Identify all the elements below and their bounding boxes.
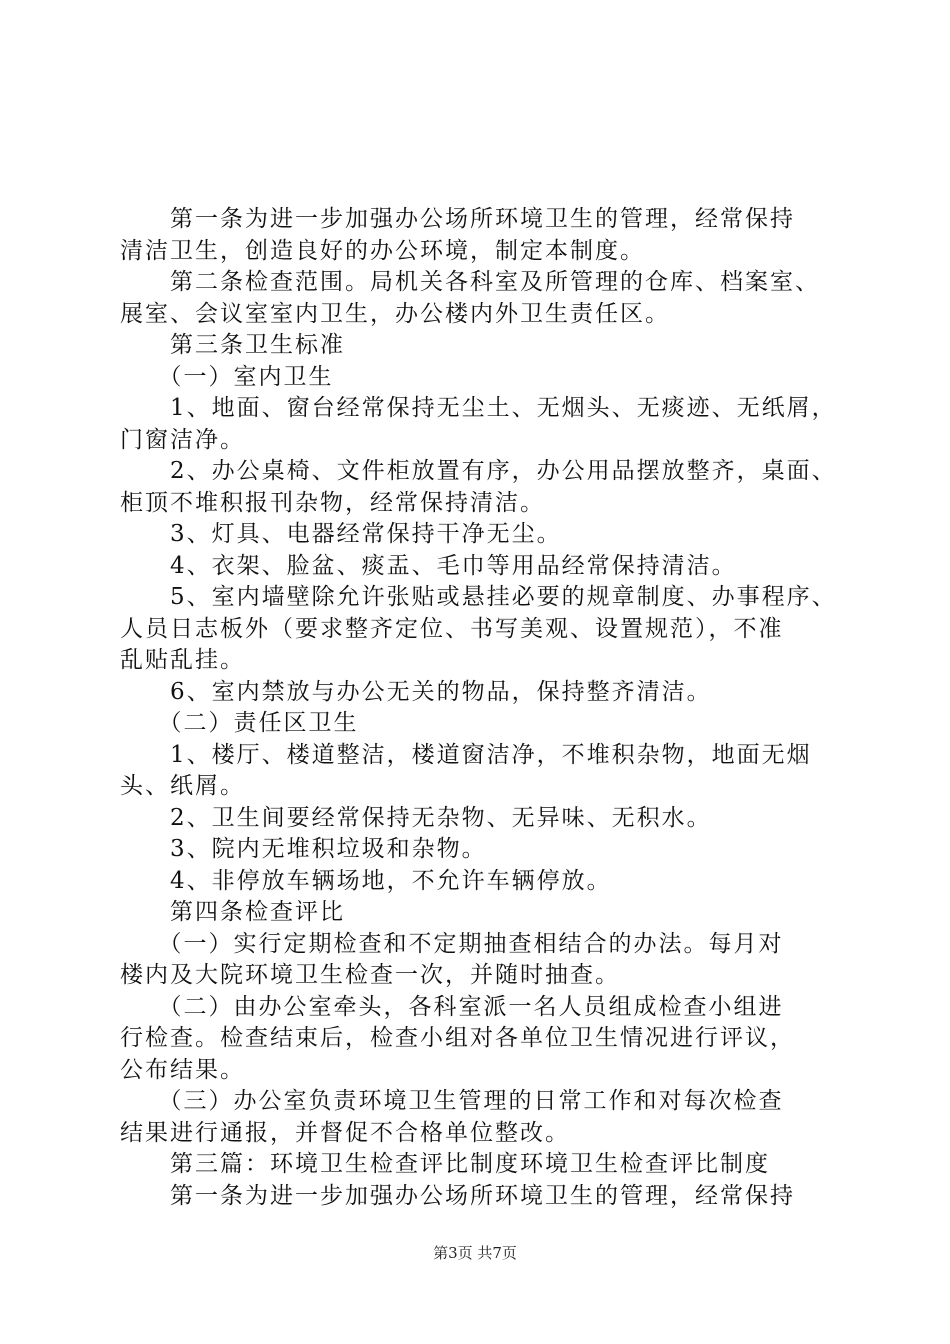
- text-line: 柜顶不堆积报刊杂物，经常保持清洁。: [120, 489, 545, 516]
- text-line: 3、灯具、电器经常保持干净无尘。: [120, 521, 562, 547]
- text-line: 4、非停放车辆场地，不允许车辆停放。: [120, 867, 612, 894]
- text-line: 清洁卫生，创造良好的办公环境，制定本制度。: [120, 237, 645, 264]
- text-line: 行检查。检查结束后，检查小组对各单位卫生情况进行评议，: [120, 1025, 795, 1051]
- text-line: 5、室内墙壁除允许张贴或悬挂必要的规章制度、办事程序、: [120, 584, 837, 610]
- text-line: 乱贴乱挂。: [120, 647, 245, 673]
- text-line: 1、楼厅、楼道整洁，楼道窗洁净，不堆积杂物，地面无烟: [120, 741, 812, 768]
- text-line: 6、室内禁放与办公无关的物品，保持整齐清洁。: [120, 678, 712, 705]
- text-line: 门窗洁净。: [120, 426, 245, 453]
- text-line: 结果进行通报，并督促不合格单位整改。: [120, 1119, 570, 1146]
- subsection-heading: （二）责任区卫生: [120, 710, 359, 736]
- text-line: 第一条为进一步加强办公场所环境卫生的管理，经常保持: [120, 1182, 795, 1209]
- text-line: （一）实行定期检查和不定期抽查相结合的办法。每月对: [120, 930, 784, 957]
- text-line: 4、衣架、脸盆、痰盂、毛巾等用品经常保持清洁。: [120, 552, 737, 579]
- text-line: 头、纸屑。: [120, 773, 245, 799]
- section-heading: 第四条检查评比: [120, 899, 345, 925]
- text-line: 3、院内无堆积垃圾和杂物。: [120, 836, 487, 862]
- text-line: 2、卫生间要经常保持无杂物、无异味、无积水。: [120, 804, 712, 831]
- text-line: 公布结果。: [120, 1056, 245, 1083]
- page-footer: [0, 1243, 950, 1263]
- text-line: 1、地面、窗台经常保持无尘土、无烟头、无痰迹、无纸屑，: [120, 395, 837, 421]
- page-number-label: 第3页 共7页: [433, 1244, 517, 1262]
- subsection-heading: （一）室内卫生: [120, 363, 334, 390]
- text-line: 第一条为进一步加强办公场所环境卫生的管理，经常保持: [120, 206, 795, 232]
- text-line: 第二条检查范围。局机关各科室及所管理的仓库、档案室、: [120, 269, 820, 295]
- text-line: 2、办公桌椅、文件柜放置有序，办公用品摆放整齐，桌面、: [120, 458, 837, 484]
- text-line: 楼内及大院环境卫生检查一次，并随时抽查。: [120, 962, 620, 988]
- chapter-heading: 第三篇：环境卫生检查评比制度环境卫生检查评比制度: [120, 1151, 770, 1177]
- text-line: 人员日志板外（要求整齐定位、书写美观、设置规范），不准: [120, 615, 784, 642]
- text-line: （二）由办公室牵头，各科室派一名人员组成检查小组进: [120, 993, 784, 1020]
- document-body: [120, 204, 840, 1212]
- text-line: 展室、会议室室内卫生，办公楼内外卫生责任区。: [120, 300, 670, 327]
- text-line: （三）办公室负责环境卫生管理的日常工作和对每次检查: [120, 1088, 784, 1114]
- section-heading: 第三条卫生标准: [120, 332, 345, 358]
